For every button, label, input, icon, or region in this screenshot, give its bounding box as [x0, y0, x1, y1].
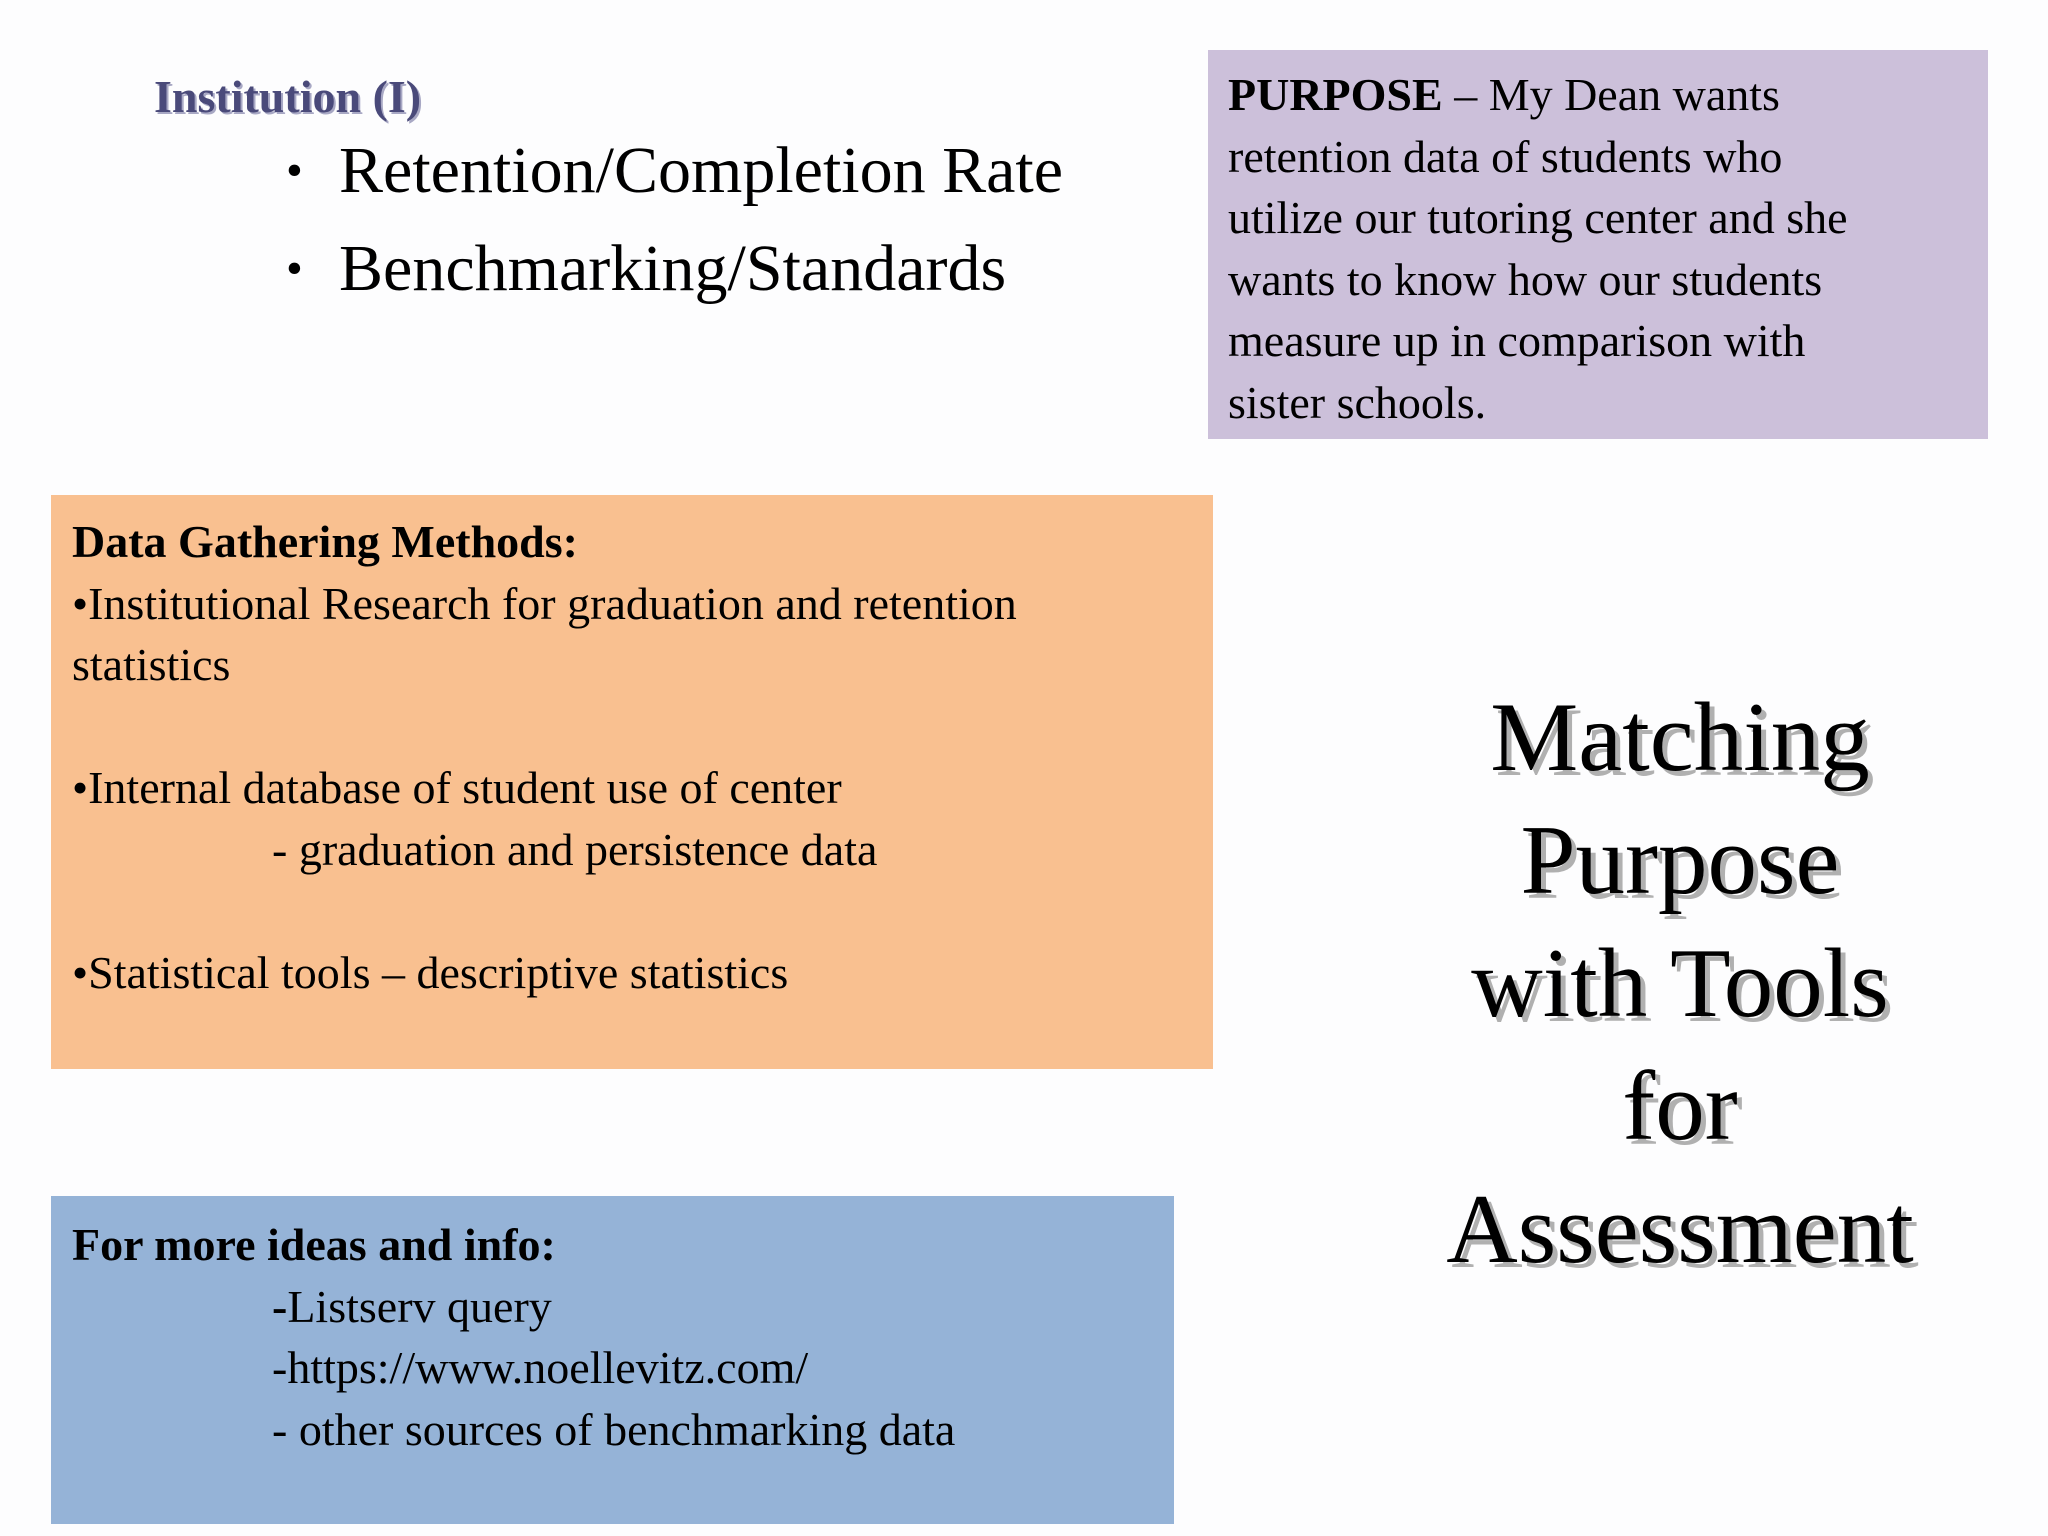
purpose-line: utilize our tutoring center and she	[1228, 192, 1848, 243]
spacer	[72, 696, 1192, 758]
list-item	[284, 220, 1063, 318]
methods-title: Data Gathering Methods:	[72, 516, 578, 567]
info-item-text: Listserv query	[287, 1280, 552, 1332]
data-gathering-methods-box	[51, 495, 1213, 1069]
bullet-list	[284, 122, 1063, 318]
title-line: Matching	[1490, 683, 1870, 792]
purpose-text: – My Dean wants	[1442, 69, 1780, 120]
methods-item: •Statistical tools – descriptive statistics	[72, 946, 789, 998]
purpose-line: wants to know how our students	[1228, 253, 1823, 305]
title-line: with Tools	[1471, 929, 1889, 1038]
methods-item: •Institutional Research for graduation and retention	[72, 577, 1017, 629]
bullet-text: Benchmarking/Standards	[339, 232, 1007, 305]
more-info-box	[51, 1196, 1174, 1524]
purpose-line	[1228, 64, 1968, 126]
purpose-box	[1208, 50, 1988, 439]
info-item	[72, 1276, 1153, 1338]
purpose-line: retention data of students who	[1228, 130, 1783, 182]
methods-subitem: - graduation and persistence data	[272, 823, 878, 875]
methods-item: •Internal database of student use of center	[72, 762, 842, 813]
purpose-line: measure up in comparison with	[1228, 315, 1806, 366]
purpose-line: sister schools.	[1228, 376, 1487, 428]
purpose-label: PURPOSE	[1228, 69, 1443, 120]
slide-title	[1380, 676, 1980, 1291]
bullet-dot-icon: •	[286, 144, 303, 197]
methods-item: statistics	[72, 639, 231, 690]
info-link: -https://www.noellevitz.com/	[272, 1342, 809, 1393]
info-item-prefix: -	[272, 1280, 288, 1332]
info-title: For more ideas and info:	[72, 1219, 556, 1270]
title-line: Assessment	[1446, 1175, 1914, 1284]
bullet-text: Retention/Completion Rate	[339, 134, 1064, 207]
list-item	[284, 122, 1063, 220]
slide-heading: Institution (I)	[154, 71, 422, 122]
bullet-dot-icon: •	[286, 242, 303, 295]
info-item: - other sources of benchmarking data	[272, 1403, 956, 1455]
title-line: Purpose	[1520, 806, 1840, 915]
title-line: for	[1622, 1052, 1738, 1161]
spacer	[72, 880, 1192, 942]
